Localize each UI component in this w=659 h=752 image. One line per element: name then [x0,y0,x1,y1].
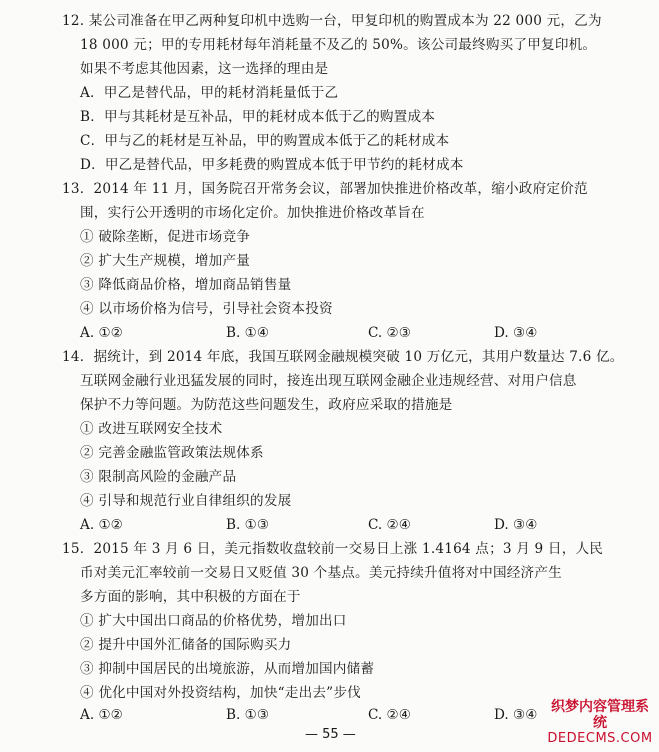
q13-item-4: ④ 以市场价格为信号，引导社会资本投资 [80,301,333,317]
q14-item-2: ② 完善金融监管政策法规体系 [80,445,264,461]
q14-stem-line-1: 14．据统计，到 2014 年底，我国互联网金融规模突破 10 万亿元，其用户数量达 7.6 亿。 [62,349,624,365]
q14-answer-d: D. ③④ [494,517,538,533]
q15-stem-line-1: 15．2015 年 3 月 6 日，美元指数收盘较前一交易日上涨 1.4164 点；3 月 9 日，人民 [62,541,604,557]
q14-stem-line-3: 保护不力等问题。为防范这些问题发生，政府应采取的措施是 [80,397,453,413]
q13-stem-line-2: 围，实行公开透明的市场化定价。加快推进价格改革旨在 [80,205,425,221]
q15-item-4: ④ 优化中国对外投资结构，加快“走出去”步伐 [80,685,361,701]
q13-item-2: ② 扩大生产规模，增加产量 [80,253,251,269]
q12-stem-line-2: 18 000 元；甲的专用耗材每年消耗量不及乙的 50%。该公司最终购买了甲复印机。 [80,37,597,53]
watermark-title: 织梦内容管理系统 [551,699,649,731]
site-watermark[interactable] [547,699,653,746]
q14-item-3: ③ 限制高风险的金融产品 [80,469,237,485]
q12-option-a: A．甲乙是替代品，甲的耗材消耗量低于乙 [80,85,339,101]
q14-answer-a: A. ①② [80,517,123,533]
q13-answer-a: A. ①② [80,325,123,341]
q12-option-b: B．甲与其耗材是互补品，甲的耗材成本低于乙的购置成本 [80,109,436,125]
q13-answer-d: D. ③④ [494,325,538,341]
q15-answer-c: C. ②④ [368,707,411,723]
q14-item-1: ① 改进互联网安全技术 [80,421,223,437]
page-number: — 55 — [305,727,356,742]
q13-stem-line-1: 13．2014 年 11 月，国务院召开常务会议，部署加快推进价格改革，缩小政府定价范 [62,181,588,197]
q13-answer-b: B. ①④ [226,325,270,341]
q15-stem-line-3: 多方面的影响，其中积极的方面在于 [80,589,301,605]
q14-stem-line-2: 互联网金融行业迅猛发展的同时，接连出现互联网金融企业违规经营、对用户信息 [80,373,577,389]
q13-answer-c: C. ②③ [368,325,411,341]
q15-answer-d: D. ③④ [494,707,538,723]
q13-item-3: ③ 降低商品价格，增加商品销售量 [80,277,292,293]
q15-item-1: ① 扩大中国出口商品的价格优势，增加出口 [80,613,347,629]
q15-stem-line-2: 币对美元汇率较前一交易日又贬值 30 个基点。美元持续升值将对中国经济产生 [80,565,562,581]
q14-answer-c: C. ②④ [368,517,411,533]
q13-item-1: ① 破除垄断，促进市场竞争 [80,229,251,245]
q12-stem-line-1: 12. 某公司准备在甲乙两种复印机中选购一台，甲复印机的购置成本为 22 000 元，乙为 [62,13,602,29]
q15-answer-b: B. ①③ [226,707,270,723]
q14-answer-b: B. ①③ [226,517,270,533]
q15-item-2: ② 提升中国外汇储备的国际购买力 [80,637,292,653]
q12-option-d: D．甲乙是替代品，甲多耗费的购置成本低于甲节约的耗材成本 [80,157,464,173]
q12-option-c: C．甲与乙的耗材是互补品，甲的购置成本低于乙的耗材成本 [80,133,450,149]
watermark-domain: DEDECMS.COM [547,731,653,746]
q12-stem-line-3: 如果不考虑其他因素，这一选择的理由是 [80,61,329,77]
q15-item-3: ③ 抑制中国居民的出境旅游，从而增加国内储蓄 [80,661,375,677]
q15-answer-a: A. ①② [80,707,123,723]
q14-item-4: ④ 引导和规范行业自律组织的发展 [80,493,292,509]
